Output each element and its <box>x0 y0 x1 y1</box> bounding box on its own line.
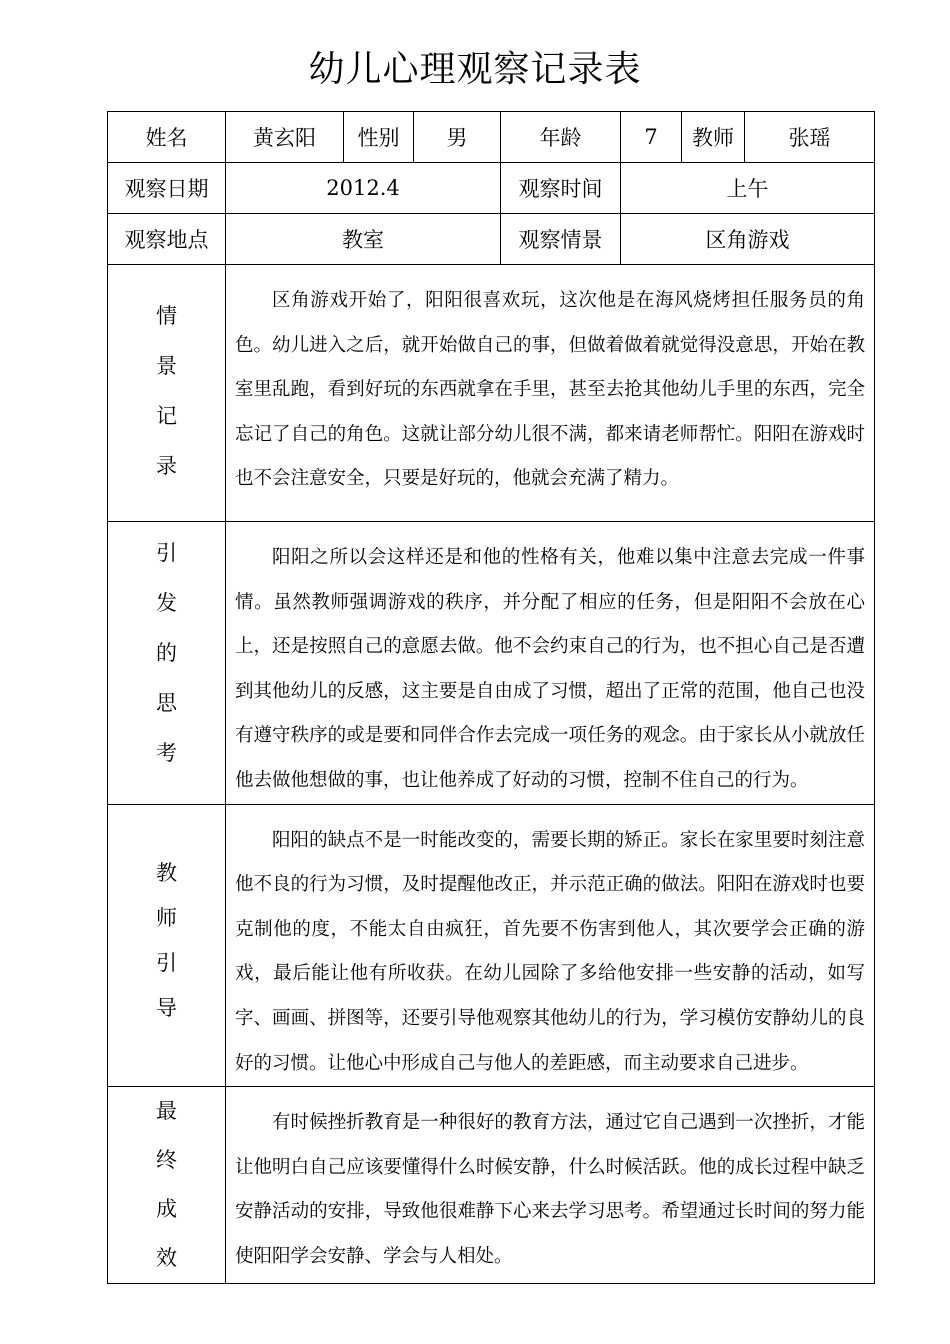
section-text: 阳阳之所以会这样还是和他的性格有关，他难以集中注意去完成一件事情。虽然教师强调游戏的秩序，并分配了相应的任务，但是阳阳不会放在心上，还是按照自己的意愿去做。他不会约束自己的行为，也不担心自己是否遭到其他幼儿的反感，这主要是自由成了习惯，超出了正常的范围，他自己也没有遵守秩序的或是要和同伴合作去完成一项任务的观念。由于家长从小就放任他去做他想做的事，也让他养成了好动的习惯，控制不住自己的行为。 <box>226 522 875 805</box>
section-label: 最 终 成 效 <box>108 1087 226 1284</box>
section-text: 有时候挫折教育是一种很好的教育方法，通过它自己遇到一次挫折，才能让他明白自己应该要懂得什么时候安静，什么时候活跃。他的成长过程中缺乏安静活动的安排，导致他很难静下心来去学习思考。希望通过长时间的努力能使阳阳学会安静、学会与人相处。 <box>226 1087 875 1284</box>
age-label: 年龄 <box>501 112 621 163</box>
section-text: 区角游戏开始了，阳阳很喜欢玩，这次他是在海风烧烤担任服务员的角色。幼儿进入之后，就开始做自己的事，但做着做着就觉得没意思，开始在教室里乱跑，看到好玩的东西就拿在手里，甚至去抢其他幼儿手里的东西，完全忘记了自己的角色。这就让部分幼儿很不满，都来请老师帮忙。阳阳在游戏时也不会注意安全，只要是好玩的，他就会充满了精力。 <box>226 265 875 522</box>
gender-label: 性别 <box>344 112 414 163</box>
section-label: 教 师 引 导 <box>108 804 226 1087</box>
age-value: 7 <box>621 112 682 163</box>
gender-value: 男 <box>414 112 501 163</box>
teacher-label: 教师 <box>682 112 745 163</box>
place-value: 教室 <box>226 214 501 265</box>
name-value: 黄玄阳 <box>226 112 344 163</box>
observation-record-table <box>107 111 875 1284</box>
section-text: 阳阳的缺点不是一时能改变的，需要长期的矫正。家长在家里要时刻注意他不良的行为习惯，及时提醒他改正，并示范正确的做法。阳阳在游戏时也要克制他的度，不能太自由疯狂，首先要不伤害到他人，其次要学会正确的游戏，最后能让他有所收获。在幼儿园除了多给他安排一些安静的活动，如写字、画画、拼图等，还要引导他观察其他幼儿的行为，学习模仿安静幼儿的良好的习惯。让他心中形成自己与他人的差距感，而主动要求自己进步。 <box>226 804 875 1087</box>
document-title: 幼儿心理观察记录表 <box>308 49 642 90</box>
time-label: 观察时间 <box>501 163 621 214</box>
section-reflection <box>108 522 875 805</box>
teacher-value: 张瑶 <box>745 112 875 163</box>
info-row-1 <box>108 112 875 163</box>
place-label: 观察地点 <box>108 214 226 265</box>
section-situation-record <box>108 265 875 522</box>
name-label: 姓名 <box>108 112 226 163</box>
section-label: 引 发 的 思 考 <box>108 522 226 805</box>
section-label: 情 景 记 录 <box>108 265 226 522</box>
date-value: 2012.4 <box>226 163 501 214</box>
section-final-result <box>108 1087 875 1284</box>
info-row-3 <box>108 214 875 265</box>
time-value: 上午 <box>621 163 875 214</box>
info-row-2 <box>108 163 875 214</box>
situation-value: 区角游戏 <box>621 214 875 265</box>
situation-label: 观察情景 <box>501 214 621 265</box>
date-label: 观察日期 <box>108 163 226 214</box>
section-teacher-guidance <box>108 804 875 1087</box>
